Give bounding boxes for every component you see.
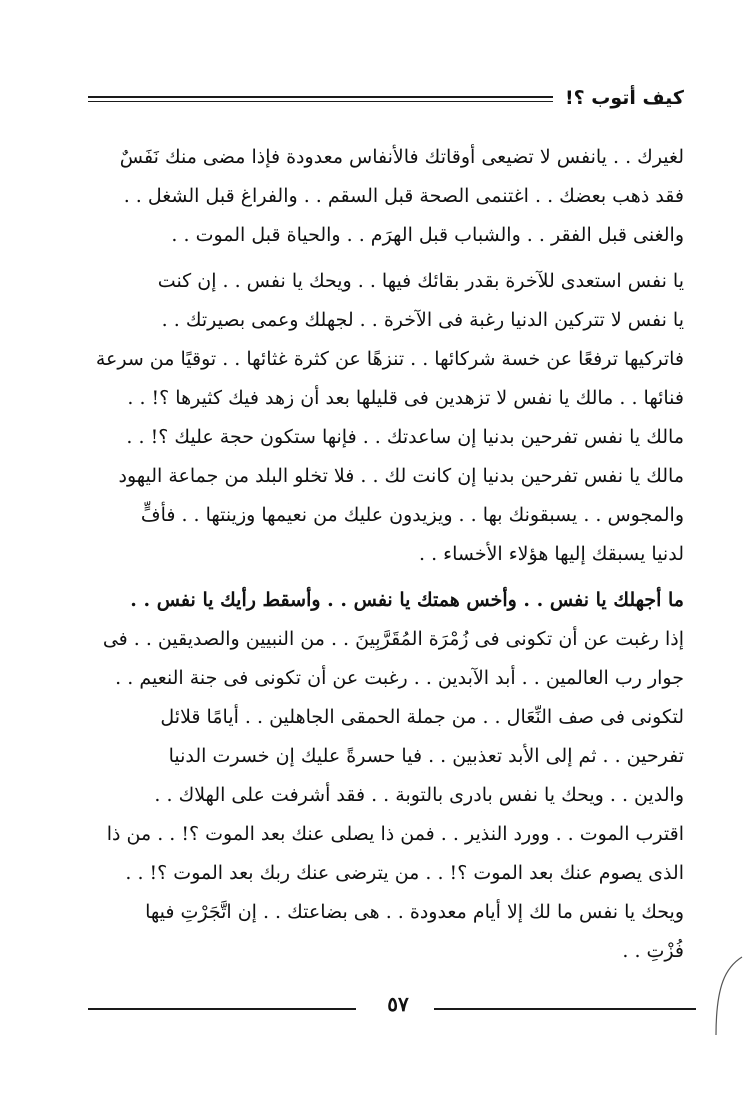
text-line: فنائها . . مالك يا نفس لا تزهدين فى قليلها بعد أن زهد فيك كثيرها ؟! . . [127, 387, 684, 409]
text-line: يا نفس لا تتركين الدنيا رغبة فى الآخرة . . لجهلك وعمى بصيرتك . . [161, 309, 684, 331]
header-rule [88, 96, 553, 98]
text-line: لتكونى فى صف النِّعَال . . من جملة الحمقى الجاهلين . . أيامًا قلائل [160, 706, 684, 728]
page-footer [88, 990, 696, 1020]
body-text [88, 138, 684, 971]
page-edge-curve [704, 955, 744, 1035]
text-line: فاتركيها ترفعًا عن خسة شركائها . . تنزهًا عن كثرة غثائها . . توقيًا من سرعة [95, 348, 684, 370]
text-line: يا نفس استعدى للآخرة بقدر بقائك فيها . . ويحك يا نفس . . إن كنت [157, 270, 684, 292]
text-line: مالك يا نفس تفرحين بدنيا إن كانت لك . . فلا تخلو البلد من جماعة اليهود [118, 465, 684, 487]
text-line: جوار رب العالمين . . أبد الآبدين . . رغبت عن أن تكونى فى جنة النعيم . . [115, 667, 684, 689]
text-line: مالك يا نفس تفرحين بدنيا إن ساعدتك . . فإنها ستكون حجة عليك ؟! . . [126, 426, 684, 448]
text-line: والغنى قبل الفقر . . والشباب قبل الهرَم . . والحياة قبل الموت . . [171, 224, 684, 246]
page-number: ٥٧ [387, 992, 409, 1016]
text-line-emphasis: ما أجهلك يا نفس . . وأخس همتك يا نفس . . وأسقط رأيك يا نفس . . [130, 589, 684, 611]
text-line: فقد ذهب بعضك . . اغتنمى الصحة قبل السقم . . والفراغ قبل الشغل . . [123, 185, 684, 207]
text-line: تفرحين . . ثم إلى الأبد تعذبين . . فيا حسرةً عليك إن خسرت الدنيا [168, 745, 684, 767]
text-line: لدنيا يسبقك إليها هؤلاء الأخساء . . [419, 543, 684, 565]
text-line: والمجوس . . يسبقونك بها . . ويزيدون عليك من نعيمها وزينتها . . فأفٍّ [140, 504, 684, 526]
text-line: اقترب الموت . . وورد النذير . . فمن ذا يصلى عنك بعد الموت ؟! . . من ذا [106, 823, 684, 845]
text-line: والدين . . ويحك يا نفس بادرى بالتوبة . . فقد أشرفت على الهلاك . . [154, 784, 684, 806]
footer-rule-left [88, 1008, 356, 1010]
paragraph-1 [88, 138, 684, 255]
running-header [88, 86, 684, 126]
text-line: إذا رغبت عن أن تكونى فى زُمْرَة المُقَرَّبِينَ . . من النبيين والصديقين . . فى [102, 628, 684, 650]
text-line: فُزْتِ . . [622, 940, 684, 962]
header-title: كيف أتوب ؟! [564, 87, 684, 109]
header-rule-thin [88, 101, 553, 102]
text-line: الذى يصوم عنك بعد الموت ؟! . . من يترضى عنك ربك بعد الموت ؟! . . [125, 862, 684, 884]
paragraph-3 [88, 581, 684, 971]
text-line: لغيرك . . يانفس لا تضيعى أوقاتك فالأنفاس معدودة فإذا مضى منك نَفَسٌ [119, 146, 684, 168]
text-line: ويحك يا نفس ما لك إلا أيام معدودة . . هى بضاعتك . . إن اتَّجَرْتِ فيها [145, 901, 684, 923]
footer-rule-right [434, 1008, 696, 1010]
paragraph-2 [88, 262, 684, 574]
